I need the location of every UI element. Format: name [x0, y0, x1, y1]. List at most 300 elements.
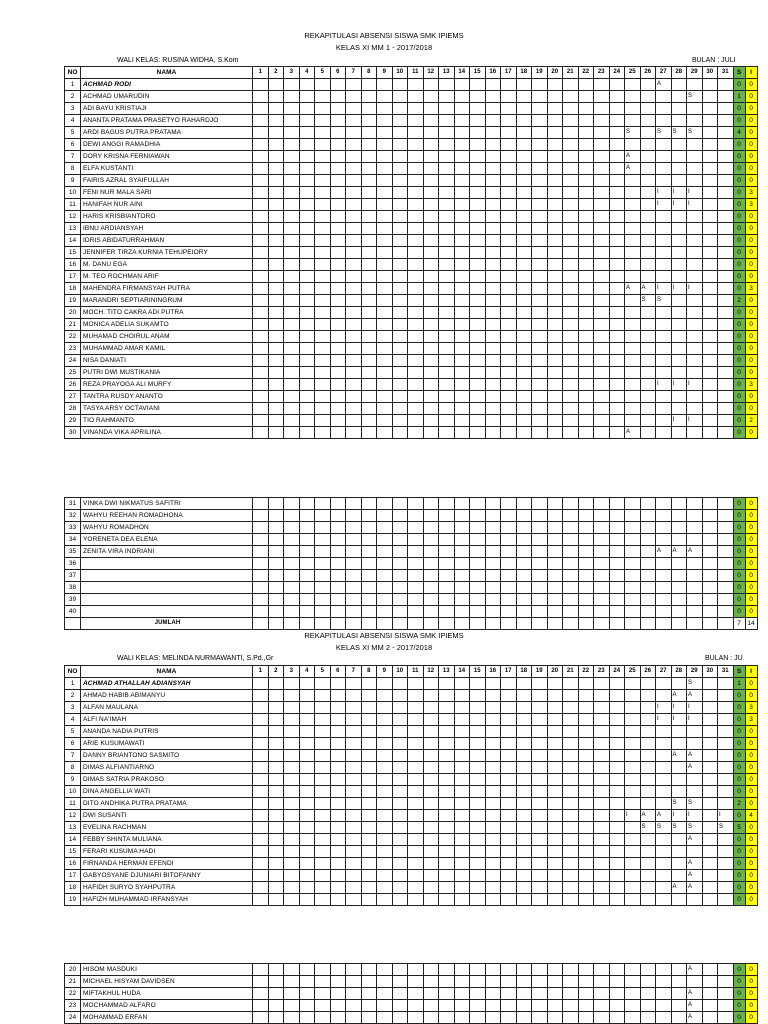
day-cell [516, 546, 532, 558]
day-cell [315, 594, 331, 606]
day-cell [268, 882, 284, 894]
day-cell [687, 510, 703, 522]
day-cell [516, 211, 532, 223]
student-no: 11 [65, 199, 81, 211]
day-cell [625, 594, 641, 606]
day-cell [439, 558, 455, 570]
day-cell [408, 774, 424, 786]
day-cell [268, 678, 284, 690]
izin-count: 0 [745, 534, 757, 546]
day-cell [315, 988, 331, 1000]
day-cell [253, 307, 269, 319]
day-cell [501, 786, 517, 798]
day-cell [485, 988, 501, 1000]
table-row [65, 139, 758, 151]
day-cell [253, 1012, 269, 1024]
day-cell [547, 427, 563, 439]
day-cell [516, 79, 532, 91]
student-name: DINA ANGELLIA WATI [81, 786, 253, 798]
day-cell [423, 976, 439, 988]
day-cell [718, 738, 734, 750]
day-cell: S [656, 127, 672, 139]
day-cell [563, 187, 579, 199]
day-cell [268, 714, 284, 726]
table-row [65, 127, 758, 139]
day-cell [609, 247, 625, 259]
day-cell [377, 858, 393, 870]
day-cell [640, 894, 656, 906]
day-cell [594, 988, 610, 1000]
sakit-count: 0 [733, 570, 745, 582]
day-cell [547, 355, 563, 367]
student-no: 16 [65, 259, 81, 271]
day-cell [377, 103, 393, 115]
day-cell [609, 1000, 625, 1012]
sakit-count: 0 [733, 582, 745, 594]
day-cell [408, 702, 424, 714]
day-cell [439, 283, 455, 295]
student-no: 19 [65, 295, 81, 307]
sakit-count: 0 [733, 415, 745, 427]
day-cell [594, 1012, 610, 1024]
day-cell [594, 355, 610, 367]
day-cell [671, 391, 687, 403]
day-cell [532, 235, 548, 247]
day-cell [656, 678, 672, 690]
day-cell [547, 702, 563, 714]
day-cell [640, 594, 656, 606]
day-cell [625, 870, 641, 882]
student-name: TANTRA RUSDY ANANTO [81, 391, 253, 403]
day-cell [516, 834, 532, 846]
day-cell [361, 79, 377, 91]
day-cell [315, 403, 331, 415]
day-cell [454, 103, 470, 115]
student-name: M. DANU EGA [81, 259, 253, 271]
day-cell [439, 582, 455, 594]
day-cell [253, 343, 269, 355]
day-cell: S [640, 822, 656, 834]
izin-count: 0 [745, 319, 757, 331]
day-cell [454, 738, 470, 750]
day-cell [408, 810, 424, 822]
day-cell [361, 786, 377, 798]
day-cell [718, 510, 734, 522]
day-cell: I [656, 714, 672, 726]
day-cell [454, 379, 470, 391]
day-cell [702, 367, 718, 379]
day-cell [361, 211, 377, 223]
day-cell [253, 786, 269, 798]
student-no: 8 [65, 762, 81, 774]
day-cell [346, 618, 362, 630]
student-name: DIMAS ALFIANTIARNO [81, 762, 253, 774]
day-cell [268, 163, 284, 175]
day-cell [702, 427, 718, 439]
day-cell [485, 115, 501, 127]
day-cell [423, 271, 439, 283]
day-cell [578, 1012, 594, 1024]
day-cell [408, 858, 424, 870]
day-cell [454, 355, 470, 367]
day-cell [268, 870, 284, 882]
student-no: 23 [65, 343, 81, 355]
day-cell [299, 786, 315, 798]
day-cell [532, 894, 548, 906]
student-no: 14 [65, 834, 81, 846]
day-cell [563, 786, 579, 798]
day-cell [454, 283, 470, 295]
day-cell [268, 391, 284, 403]
day-cell [594, 594, 610, 606]
day-cell [377, 964, 393, 976]
day-cell [330, 570, 346, 582]
day-cell [361, 522, 377, 534]
day-cell [532, 1000, 548, 1012]
day-cell [594, 834, 610, 846]
student-name: HISOM MASDUKI [81, 964, 253, 976]
day-cell [671, 858, 687, 870]
day-cell [268, 582, 284, 594]
day-cell: S [671, 822, 687, 834]
day-cell [268, 247, 284, 259]
day-cell: A [671, 882, 687, 894]
day-cell [408, 103, 424, 115]
day-cell [609, 582, 625, 594]
day-cell [485, 151, 501, 163]
day-cell [392, 582, 408, 594]
day-cell [516, 510, 532, 522]
student-name: ARDI BAGUS PUTRA PRATAMA [81, 127, 253, 139]
day-cell [656, 355, 672, 367]
day-cell [408, 894, 424, 906]
sakit-count: 0 [733, 534, 745, 546]
day-cell [470, 534, 486, 546]
day-cell [485, 1000, 501, 1012]
day-cell [485, 618, 501, 630]
day-cell [547, 91, 563, 103]
day-cell [640, 247, 656, 259]
day-cell [718, 834, 734, 846]
table-row [65, 594, 758, 606]
day-cell [718, 558, 734, 570]
day-cell [671, 211, 687, 223]
day-cell [268, 846, 284, 858]
day-cell [609, 235, 625, 247]
day-cell [377, 79, 393, 91]
day-cell [284, 690, 300, 702]
day-cell [656, 175, 672, 187]
day-cell [656, 91, 672, 103]
day-cell [547, 1012, 563, 1024]
day-cell [702, 283, 718, 295]
day-cell [501, 822, 517, 834]
student-name: HAFIZH MUHAMMAD IRFANSYAH [81, 894, 253, 906]
day-cell [671, 1000, 687, 1012]
day-cell [439, 750, 455, 762]
table-row [65, 235, 758, 247]
day-cell: A [625, 163, 641, 175]
day-cell [253, 271, 269, 283]
day-cell [501, 582, 517, 594]
day-cell [501, 798, 517, 810]
day-cell [532, 882, 548, 894]
day-cell [625, 498, 641, 510]
day-cell [640, 307, 656, 319]
day-cell [377, 307, 393, 319]
day-cell [718, 522, 734, 534]
student-no: 24 [65, 1012, 81, 1024]
day-cell [284, 976, 300, 988]
day-cell [625, 976, 641, 988]
day-cell [392, 367, 408, 379]
day-cell [423, 103, 439, 115]
day-cell [284, 355, 300, 367]
day-cell [671, 762, 687, 774]
day-cell [268, 834, 284, 846]
day-cell [392, 714, 408, 726]
day-cell [563, 582, 579, 594]
day-cell [454, 427, 470, 439]
day-cell [392, 510, 408, 522]
day-cell [485, 139, 501, 151]
day-cell [361, 834, 377, 846]
day-cell [315, 283, 331, 295]
day-cell [392, 151, 408, 163]
day-cell [377, 558, 393, 570]
day-cell [361, 774, 377, 786]
day-cell [284, 187, 300, 199]
day-cell [532, 510, 548, 522]
day-cell [687, 618, 703, 630]
student-no: 27 [65, 391, 81, 403]
day-cell [687, 175, 703, 187]
total-sakit: 7 [733, 618, 745, 630]
day-cell [656, 1000, 672, 1012]
day-cell [439, 103, 455, 115]
mm1-attendance-table-continued [64, 497, 758, 630]
sakit-count: 0 [733, 355, 745, 367]
day-cell [578, 976, 594, 988]
day-cell [702, 750, 718, 762]
day-cell [718, 295, 734, 307]
day-cell [299, 271, 315, 283]
day-cell [299, 247, 315, 259]
day-cell: S [687, 822, 703, 834]
day-cell [284, 127, 300, 139]
day-cell [330, 139, 346, 151]
izin-count: 0 [745, 846, 757, 858]
day-cell [718, 1012, 734, 1024]
day-cell [392, 103, 408, 115]
day-cell [547, 331, 563, 343]
student-name: MUHAMMAD AMAR KAMIL [81, 343, 253, 355]
day-cell [702, 882, 718, 894]
day-cell [470, 774, 486, 786]
day-cell [423, 355, 439, 367]
day-cell [578, 510, 594, 522]
day-cell: S [640, 295, 656, 307]
day-cell [625, 678, 641, 690]
day-cell [253, 355, 269, 367]
day-cell [377, 391, 393, 403]
sakit-count: 0 [733, 750, 745, 762]
day-cell [377, 976, 393, 988]
day-cell [284, 774, 300, 786]
day-cell [470, 391, 486, 403]
day-cell [578, 379, 594, 391]
day-cell [671, 870, 687, 882]
day-cell [671, 151, 687, 163]
day-cell [718, 894, 734, 906]
day-cell [454, 223, 470, 235]
day-cell [470, 606, 486, 618]
day-cell [687, 582, 703, 594]
day-cell [516, 810, 532, 822]
student-no: 16 [65, 858, 81, 870]
day-cell [470, 546, 486, 558]
day-cell [470, 702, 486, 714]
day-cell [361, 271, 377, 283]
day-cell [609, 415, 625, 427]
day-cell [671, 427, 687, 439]
sakit-count: 0 [733, 774, 745, 786]
day-cell [671, 582, 687, 594]
day-cell [439, 678, 455, 690]
header-day: 4 [299, 67, 315, 79]
mm2-wali-kelas: WALI KELAS: MELINDA NURMAWANTI, S.Pd.,Gr [117, 655, 274, 662]
day-cell [578, 427, 594, 439]
day-cell [377, 834, 393, 846]
day-cell [470, 834, 486, 846]
header-day: 17 [501, 666, 517, 678]
day-cell [671, 894, 687, 906]
day-cell: I [687, 415, 703, 427]
day-cell [609, 510, 625, 522]
day-cell [284, 702, 300, 714]
day-cell [594, 690, 610, 702]
izin-count: 0 [745, 391, 757, 403]
day-cell [640, 834, 656, 846]
day-cell [315, 139, 331, 151]
day-cell [330, 427, 346, 439]
day-cell [625, 846, 641, 858]
day-cell [532, 211, 548, 223]
day-cell [671, 307, 687, 319]
izin-count: 0 [745, 295, 757, 307]
day-cell [454, 882, 470, 894]
day-cell [609, 846, 625, 858]
day-cell [330, 415, 346, 427]
day-cell [439, 498, 455, 510]
day-cell [253, 139, 269, 151]
day-cell [516, 762, 532, 774]
day-cell [501, 534, 517, 546]
day-cell [563, 750, 579, 762]
day-cell [532, 379, 548, 391]
day-cell [547, 750, 563, 762]
day-cell [439, 199, 455, 211]
day-cell [485, 1012, 501, 1024]
day-cell [454, 199, 470, 211]
day-cell [253, 211, 269, 223]
day-cell [377, 1012, 393, 1024]
day-cell [547, 522, 563, 534]
day-cell [392, 319, 408, 331]
day-cell [470, 271, 486, 283]
day-cell [439, 690, 455, 702]
day-cell [532, 271, 548, 283]
day-cell [315, 115, 331, 127]
day-cell [547, 558, 563, 570]
day-cell [563, 498, 579, 510]
day-cell [656, 235, 672, 247]
day-cell [315, 235, 331, 247]
day-cell [470, 510, 486, 522]
day-cell [485, 606, 501, 618]
header-izin: I [745, 67, 757, 79]
day-cell [578, 163, 594, 175]
sakit-count: 0 [733, 762, 745, 774]
day-cell [361, 498, 377, 510]
day-cell [439, 223, 455, 235]
sakit-count: 0 [733, 79, 745, 91]
day-cell [377, 427, 393, 439]
mm2-title: REKAPITULASI ABSENSI SISWA SMK IPIEMS [304, 631, 464, 640]
day-cell [253, 403, 269, 415]
day-cell [439, 870, 455, 882]
day-cell [454, 1000, 470, 1012]
day-cell [315, 415, 331, 427]
day-cell [563, 271, 579, 283]
day-cell [609, 139, 625, 151]
student-name: M. TEO ROCHMAN ARIF [81, 271, 253, 283]
day-cell [609, 750, 625, 762]
header-day: 26 [640, 666, 656, 678]
day-cell [284, 750, 300, 762]
student-no: 35 [65, 546, 81, 558]
day-cell: S [718, 822, 734, 834]
day-cell [377, 738, 393, 750]
day-cell: I [671, 379, 687, 391]
day-cell [299, 127, 315, 139]
day-cell [299, 988, 315, 1000]
day-cell [346, 379, 362, 391]
day-cell: A [625, 427, 641, 439]
day-cell [656, 498, 672, 510]
day-cell: I [687, 714, 703, 726]
sakit-count: 0 [733, 964, 745, 976]
total-row [65, 618, 758, 630]
student-no: 36 [65, 558, 81, 570]
day-cell [640, 103, 656, 115]
day-cell [315, 846, 331, 858]
table-row [65, 690, 758, 702]
day-cell [718, 774, 734, 786]
day-cell [346, 91, 362, 103]
day-cell [501, 678, 517, 690]
day-cell [423, 582, 439, 594]
day-cell [656, 271, 672, 283]
day-cell [439, 570, 455, 582]
day-cell [299, 894, 315, 906]
day-cell [284, 894, 300, 906]
day-cell [671, 91, 687, 103]
day-cell [315, 546, 331, 558]
day-cell [532, 846, 548, 858]
day-cell [547, 546, 563, 558]
day-cell [656, 750, 672, 762]
